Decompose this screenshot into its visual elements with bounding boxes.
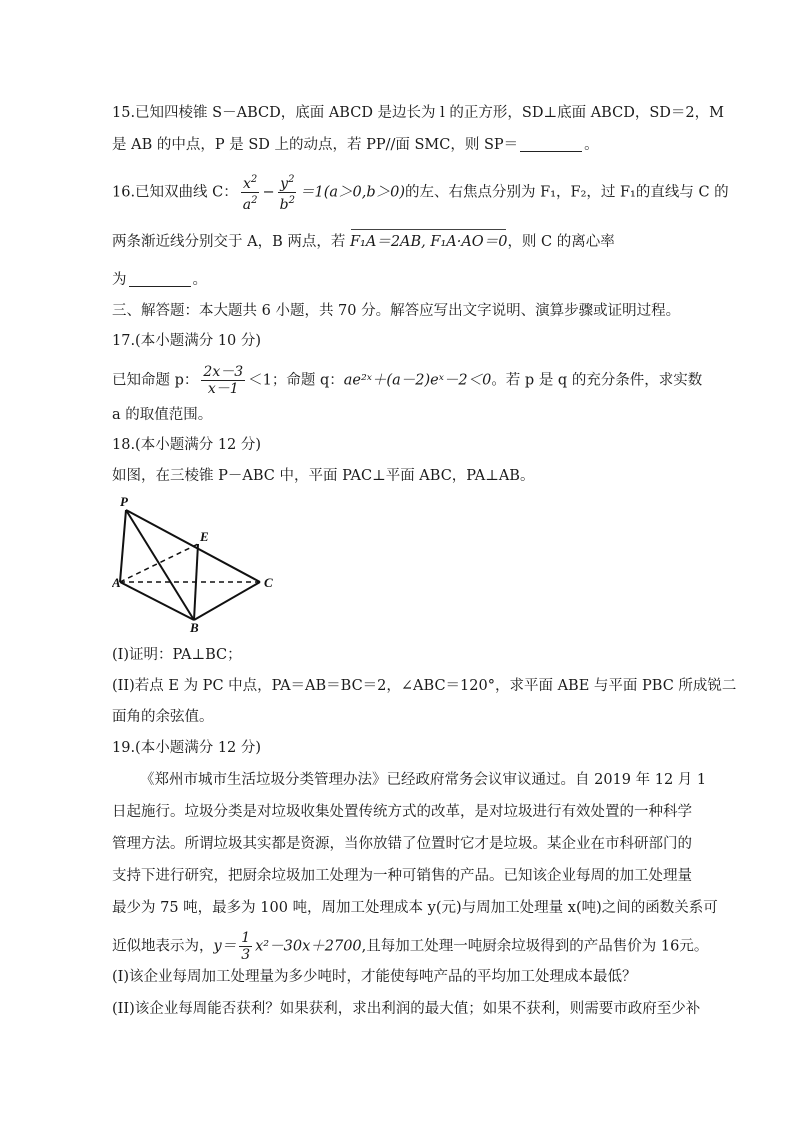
q17-header: 17.(本小题满分 10 分): [112, 333, 262, 349]
q19-para-line2: 日起施行。垃圾分类是对垃圾收集处置传统方式的改革，是对垃圾进行有效处置的一种科学: [112, 804, 692, 820]
q19-para-line1: 《郑州市城市生活垃圾分类管理办法》已经政府常务会议审议通过。自 2019 年 12 月 1: [140, 772, 707, 788]
q19-expr: x²－30x＋2700: [255, 938, 362, 955]
q16-answer-blank: [129, 272, 191, 287]
label-e: E: [200, 529, 209, 544]
q16-line3-post: 。: [192, 272, 207, 288]
q18-line1: 如图，在三棱锥 P－ABC 中，平面 PAC⊥平面 ABC，PA⊥AB。: [112, 468, 535, 484]
label-p: P: [120, 494, 128, 509]
q17-post: 。若 p 是 q 的充分条件，求实数: [491, 372, 703, 389]
q18-part2-line2: 面角的余弦值。: [112, 709, 214, 725]
q19-frac: $\frac{1}{3}$: [241, 930, 251, 963]
q15-line2-end: 。: [584, 137, 599, 153]
q18-part2-line1: (II)若点 E 为 PC 中点，PA＝AB＝BC＝2，∠ABC＝120°，求平面 ABE 与平面 PBC 所成锐二: [112, 678, 737, 694]
label-b: B: [190, 620, 199, 632]
q15-line2: [112, 134, 599, 156]
q16-line2-post: ，则 C 的离心率: [507, 234, 615, 250]
q17-line2: a 的取值范围。: [112, 407, 213, 423]
q16-frac-y: $\frac{y^2}{b^2}$: [279, 174, 295, 213]
q19-p6-pre: 近似地表示为，: [112, 938, 214, 955]
q17-expr: ae²ˣ＋(a－2)eˣ－2＜0: [343, 372, 492, 389]
q19-para-line3: 管理方法。所谓垃圾其实都是资源，当你放错了位置时它才是垃圾。某企业在市科研部门的: [112, 836, 692, 852]
q16-line1: 16.已知双曲线 C： $\frac{x^2}{a^2}$ − $\frac{y^2}{b^2}$ ＝1(a＞0,b＞0)的左、右焦点分别为 F₁，F₂，过 F₁的直线与 C 的: [112, 174, 729, 213]
q16-vector-condition: F₁A＝2AB, F₁A·AO＝0: [350, 231, 507, 253]
q16-line3-pre: 为: [112, 272, 127, 288]
q19-para-line4: 支持下进行研究，把厨余垃圾加工处理为一种可销售的产品。已知该企业每周的加工处理量: [112, 868, 692, 884]
q19-part1: (I)该企业每周加工处理量为多少吨时，才能使每吨产品的平均加工处理成本最低？: [112, 969, 637, 985]
q16-eq-tail: ＝1(a＞0,b＞0): [300, 184, 406, 201]
q18-part1: (I)证明：PA⊥BC；: [112, 647, 242, 663]
label-c: C: [264, 575, 273, 590]
q19-para-line5: 最少为 75 吨，最多为 100 吨，周加工处理成本 y(元)与周加工处理量 x(吨)之间的函数关系可: [112, 900, 718, 916]
edge-bc: [194, 582, 260, 620]
q19-part2: (II)该企业每周能否获利？如果获利，求出利润的最大值；如果不获利，则需要市政府至少补: [112, 1001, 701, 1017]
q18-header: 18.(本小题满分 12 分): [112, 437, 262, 453]
q16-prefix: 16.已知双曲线 C：: [112, 184, 238, 201]
q15-answer-blank: [520, 137, 582, 152]
q16-line2-pre: 两条渐近线分别交于 A，B 两点，若: [112, 234, 346, 250]
q15-line2-text: 是 AB 的中点，P 是 SD 上的动点，若 PP//面 SMC，则 SP＝: [112, 137, 519, 153]
edge-pa: [120, 510, 126, 582]
q16-line1-post: 的左、右焦点分别为 F₁，F₂，过 F₁的直线与 C 的: [405, 184, 729, 201]
q16-line2: [112, 231, 615, 253]
q17-mid: ＜1；命题 q：: [248, 372, 344, 389]
q16-frac-x: $\frac{x^2}{a^2}$: [242, 174, 258, 213]
tetrahedron-figure: [112, 492, 282, 632]
q19-para-line6: [112, 930, 708, 963]
q19-y: y＝: [213, 938, 237, 955]
q17-line1: [112, 364, 702, 397]
q19-p6-post: ,且每加工处理一吨厨余垃圾得到的产品售价为 16元。: [361, 938, 709, 955]
q19-header: 19.(本小题满分 12 分): [112, 740, 262, 756]
section3-heading: 三、解答题：本大题共 6 小题，共 70 分。解答应写出文字说明、演算步骤或证明过程。: [112, 303, 681, 319]
label-a: A: [112, 575, 121, 590]
q16-line3: [112, 269, 207, 291]
q15-line1: 15.已知四棱锥 S－ABCD，底面 ABCD 是边长为 l 的正方形，SD⊥底面 ABCD，SD＝2，M: [112, 105, 724, 121]
q17-frac: $\frac{2x-3}{x-1}$: [203, 364, 244, 397]
q17-pre: 已知命题 p：: [112, 372, 199, 389]
